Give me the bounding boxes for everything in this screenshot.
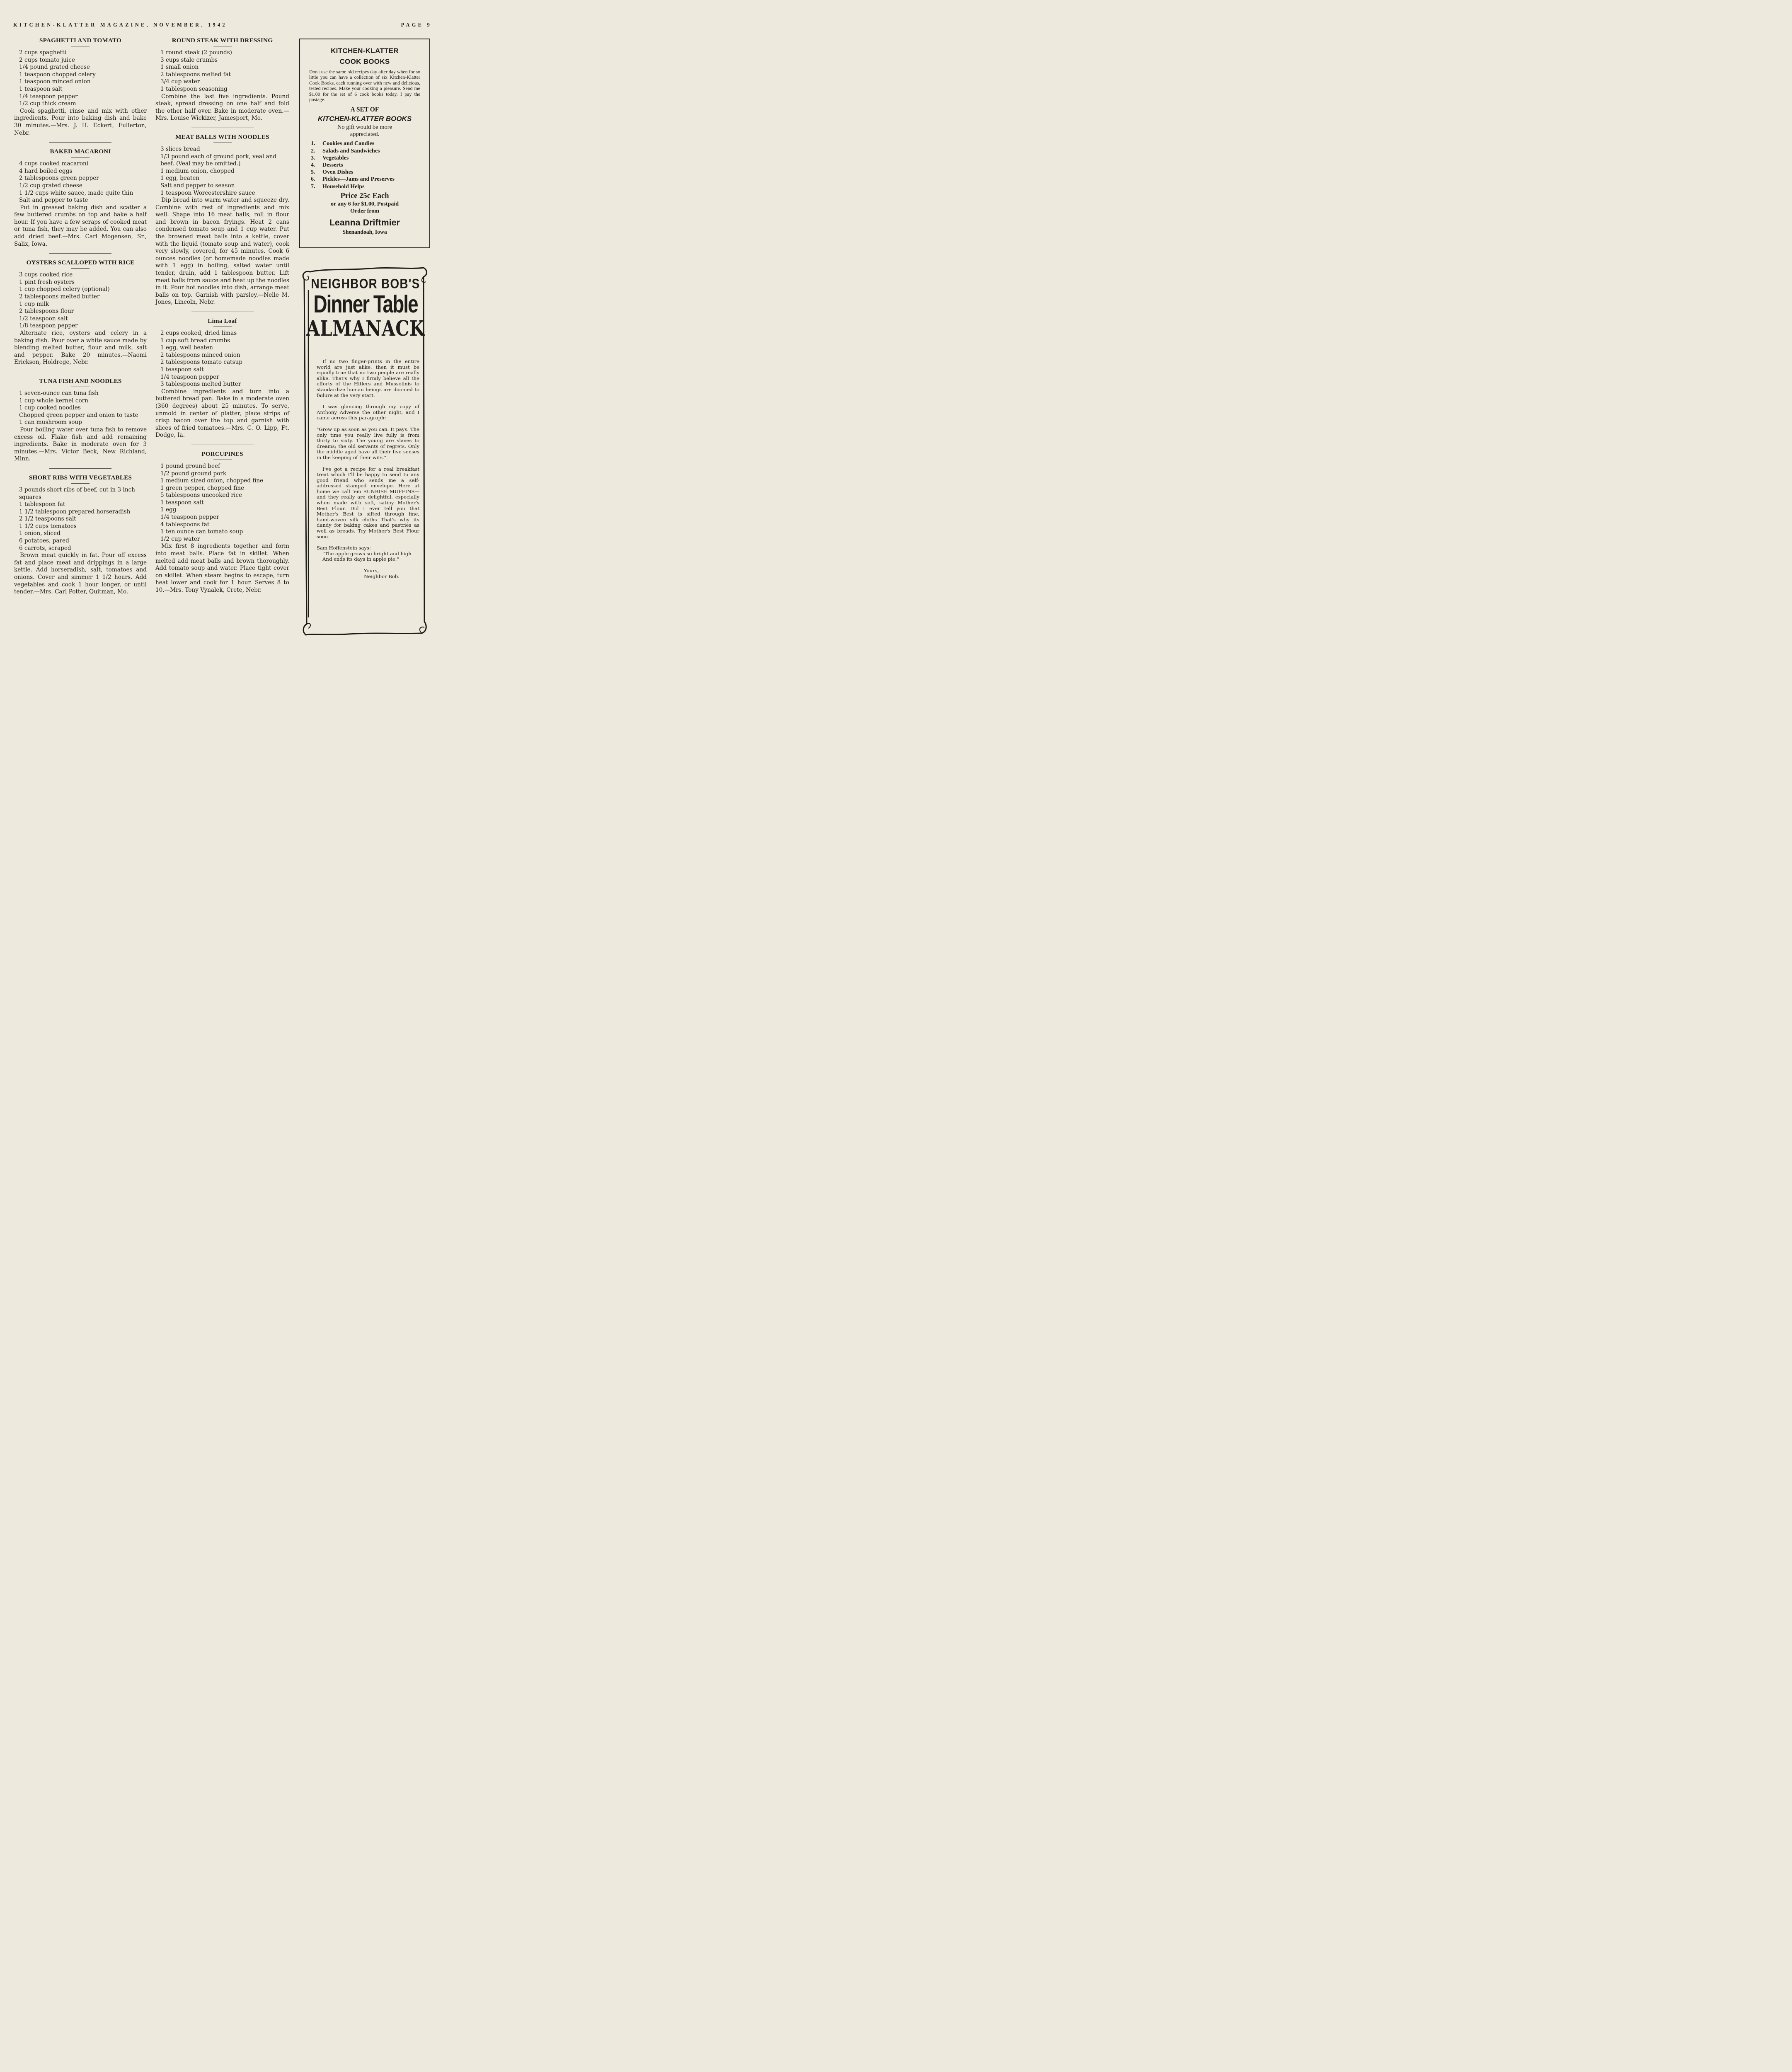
ingredient: 1 round steak (2 pounds) [160,49,232,56]
cookbook-number: 1. [311,140,315,147]
ingredient: 2 tablespoons flour [19,308,74,315]
ingredient: 3 cups cooked rice [19,271,73,278]
ingredient: 6 carrots, scraped [19,545,71,552]
cookbook-number: 2. [311,148,315,154]
title-rule [71,483,90,484]
recipe-method: Pour boiling water over tuna fish to remove excess oil. Flake fish and add remaining ingredients. Bake in moderate oven for 3 minutes.—Mrs. Victor Beck, New Richland, Minn. [14,426,147,462]
almanack-sign-1: Yours, [364,568,379,574]
ingredient: 1/3 pound each of ground pork, veal and beef. (Veal may be omitted.) [160,153,277,167]
ingredient: 1 green pepper, chopped fine [160,484,245,491]
cookbook-number: 4. [311,162,315,169]
recipe-title: PORCUPINES [201,450,243,457]
ingredient: 2 cups tomato juice [19,56,75,63]
ingredient: 1 teaspoon minced onion [19,78,91,85]
recipe-method: Combine the last five ingredients. Pound steak, spread dressing on one half and fold the other half over. Bake in moderate oven.—Mrs. Louise Wickizer, Jamesport, Mo. [155,93,289,122]
cookbook-list-item [311,169,429,176]
ingredient-list [155,463,289,543]
recipe [14,259,147,366]
ingredient: 1/4 teaspoon pepper [160,373,219,380]
ingredient: 1 tablespoon seasoning [160,85,228,92]
almanack-paragraph-4: I've got a recipe for a real breakfast treat which I'll be happy to send to any good friend who sends me a self-addressed stamped envelope. Here at home we call 'em SUNRISE MUFFINS—and they really are delightful, especially when made with soft, satiny Mother's Best Flour. Did I ever tell you that Mother's Best is sifted through fine, hand-woven silk cloths That's why its dandy for baking cakes and pastries as well as breads. Try Mother's Best Flour soon. [317,466,419,540]
magazine-title: KITCHEN-KLATTER MAGAZINE, NOVEMBER, 1942 [13,22,227,28]
ingredient-list [14,49,147,108]
recipe [14,377,147,463]
ad-books-heading: KITCHEN-KLATTER BOOKS [317,115,412,123]
ingredient: 1 1/2 cups tomatoes [19,523,77,530]
ingredient: 1 medium sized onion, chopped fine [160,477,264,484]
ingredient: 5 tablespoons uncooked rice [160,492,242,499]
recipe [14,36,147,137]
ingredient: 3 pounds short ribs of beef, cut in 3 inch squares [19,486,135,501]
ad-brand-line1: KITCHEN-KLATTER [331,47,399,55]
ingredient: 1/2 cup water [160,535,200,542]
ingredient: 1 egg, well beaten [160,344,213,351]
almanack-says: Sam Hoffenstein says: [317,545,371,551]
ingredient: 1 cup whole kernel corn [19,397,88,404]
cookbook-title: Household Helps [322,183,365,190]
ingredient: 1 egg [160,506,177,513]
ingredient: 1 teaspoon salt [160,366,204,373]
almanack-paragraph-2: I was glancing through my copy of Anthony Adverse the other night, and I came across this paragraph: [317,404,419,421]
ad-seller-name: Leanna Driftmier [329,218,400,228]
ingredient: 1/8 teaspoon pepper [19,322,78,329]
cookbook-number: 3. [311,155,315,161]
ad-seller-town: Shenandoah, Iowa [342,228,387,235]
ingredient: 1 seven-ounce can tuna fish [19,390,99,397]
cookbook-title: Pickles—Jams and Preserves [322,176,395,183]
ingredient: 2 tablespoons minced onion [160,351,240,358]
ingredient: 1 small onion [160,64,199,71]
almanack-paragraph-1: If no two finger-prints in the entire world are just alike, then it must be equally true that no two people are really alike. That's why I firmly believe all the efforts of the Hitlers and Mussolinis to standardize human beings are doomed to failure at the very start. [317,358,419,398]
cookbook-list-item [311,140,429,147]
almanack-sign-2: Neighbor Bob. [364,573,400,579]
ingredient: 1/4 teaspoon pepper [160,514,219,521]
ingredient-list [14,160,147,204]
ingredient: 1 cup soft bread crumbs [160,337,230,344]
recipe-title: SHORT RIBS WITH VEGETABLES [29,474,132,481]
ingredient: 1/2 pound ground pork [160,470,227,477]
ingredient: 1 pint fresh oysters [19,278,75,286]
ingredient: 1 1/2 cups white sauce, made quite thin [19,189,133,196]
ingredient: 2 cups cooked, dried limas [160,330,237,336]
ingredient: 1 egg, beaten [160,175,200,182]
cookbook-list-item [311,176,429,183]
recipe-column-2 [155,36,289,594]
recipe-title: Lima Loaf [208,318,237,324]
almanack-title-line3: ALMANACK [306,316,425,341]
ingredient: 1 onion, sliced [19,530,61,537]
ingredient-list [155,49,289,93]
recipe-method: Brown meat quickly in fat. Pour off excess fat and place meat and drippings in a large kettle. Add horseradish, salt, tomatoes and onions. Cover and simmer 1 1/2 hours. Add vegetables and cook 1 hour longer, or until tender.—Mrs. Carl Potter, Quitman, Mo. [14,552,147,595]
almanack-title-line2: Dinner Table [313,290,418,318]
ingredient: Salt and pepper to taste [19,197,88,204]
almanack-body [317,359,419,579]
ad-pitch: Don't use the same old recipes day after day when for so little you can have a collection of six Kitchen-Klatter Cook Books, each running over with new and delicious, tested recipes. Make your cooking a pleasure. Send me $1.00 for the set of 6 cook books today. I pay the postage. [309,69,420,103]
title-rule [71,268,90,269]
ingredient: 1/4 teaspoon pepper [19,93,78,100]
almanack-verse-2: And ends its days in apple pie." [322,556,399,562]
ingredient-list [14,487,147,552]
ingredient: 1 pound ground beef [160,462,220,470]
recipe [14,148,147,248]
recipe-method: Cook spaghetti, rinse and mix with other ingredients. Pour into baking dish and bake 30 minutes.—Mrs. J. H. Eckert, Fullerton, Nebr. [14,107,147,136]
recipe [14,474,147,596]
ad-bundle-offer: or any 6 for $1.00, Postpaid [331,201,399,207]
recipe [155,133,289,306]
ingredient: 1 medium onion, chopped [160,167,235,174]
cookbook-list [311,140,429,190]
recipe [155,317,289,439]
recipe-method: Put in greased baking dish and scatter a few buttered crumbs on top and bake a half hour. If you have a few scraps of cooked meat or tuna fish, they may be added. You can also add dried beef.—Mrs. Carl Mogensen, Sr., Salix, Iowa. [14,204,147,247]
ingredient: 4 tablespoons fat [160,521,210,528]
ingredient: 1/2 cup grated cheese [19,182,82,189]
ingredient: 3 cups stale crumbs [160,56,218,63]
recipe-title: ROUND STEAK WITH DRESSING [172,37,273,44]
recipe-title: TUNA FISH AND NOODLES [39,378,122,385]
recipe-method: Combine ingredients and turn into a buttered bread pan. Bake in a moderate oven (360 degrees) about 25 minutes. To serve, unmold in center of platter, place strips of crisp bacon over the top and garnish with slices of fried tomatoes.—Mrs. C. O. Lipp, Ft. Dodge, Ia. [155,388,289,439]
recipe-separator [49,468,111,469]
ingredient-list [155,330,289,388]
cookbook-list-item [311,155,429,162]
cookbooks-advertisement [299,39,430,248]
ingredient: Salt and pepper to season [160,182,235,189]
ingredient: 1 teaspoon chopped celery [19,71,96,78]
ingredient: 2 tablespoons green pepper [19,175,99,182]
ingredient: 1/2 cup thick cream [19,100,76,107]
ingredient: 1 1/2 tablespoon prepared horseradish [19,508,131,515]
ingredient: 4 cups cooked macaroni [19,160,89,167]
ingredient-list [14,271,147,330]
ingredient-list [14,390,147,426]
almanack-advertisement [299,265,432,638]
cookbook-number: 5. [311,169,315,176]
recipe-column-1 [14,36,147,596]
recipe-title: MEAT BALLS WITH NOODLES [175,133,269,140]
cookbook-list-item [311,148,429,155]
ad-gift-line: No gift would be more appreciated. [337,124,392,138]
ad-price: Price 25c Each [340,191,389,200]
cookbook-title: Desserts [322,162,343,169]
ingredient: 3 slices bread [160,145,200,152]
recipe-separator [49,142,111,143]
ingredient: 3 tablespoons melted butter [160,381,241,388]
ingredient: 1/4 pound grated cheese [19,64,90,71]
ingredient: 1/2 teaspoon salt [19,315,68,322]
ingredient: 1 cup milk [19,300,49,307]
cookbook-list-item [311,162,429,169]
page-header [13,22,432,29]
ingredient: Chopped green pepper and onion to taste [19,411,138,419]
ingredient: 2 tablespoons tomato catsup [160,359,242,366]
cookbook-title: Oven Dishes [322,169,354,176]
ingredient: 1 cup chopped celery (optional) [19,286,110,293]
cookbook-number: 6. [311,176,315,183]
recipe-separator [49,253,111,254]
ingredient: 3/4 cup water [160,78,200,85]
recipe-method: Dip bread into warm water and squeeze dry. Combine with rest of ingredients and mix well. Shape into 16 meat balls, roll in flour and brown in bacon fryings. Heat 2 cans condensed tomato soup and 1 cup water. Put the browned meat balls into a kettle, cover with the liquid (tomato soup and water), cook very slowly, covered, for 45 minutes. Cook 6 ounces noodles (or homemade noodles made with 1 egg) in boiling, salted water until tender, drain, add 1 tablespoon butter. Lift meat balls from sauce and heat up the noodles in it. Pour hot noodles into dish, arrange meat balls on top. Garnish with parsley.—Nelle M. Jones, Lincoln, Nebr. [155,197,289,306]
ingredient-list [155,146,289,197]
recipe-title: SPAGHETTI AND TOMATO [39,37,121,44]
ingredient: 2 tablespoons melted butter [19,293,100,300]
ingredient: 1 tablespoon fat [19,501,65,508]
recipe-method: Mix first 8 ingredients together and form into meat balls. Place fat in skillet. When melted add meat balls and brown thoroughly. Add tomato soup and water. Place tight cover on skillet. When steam begins to escape, turn heat lower and cook for 1 hour. Serves 8 to 10.—Mrs. Tony Vynalek, Crete, Nebr. [155,543,289,593]
ad-set-heading: A SET OF [350,106,379,114]
ingredient: 1 cup cooked noodles [19,404,81,411]
cookbook-title: Cookies and Candies [322,140,375,147]
cookbook-title: Salads and Sandwiches [322,148,380,154]
ingredient: 2 tablespoons melted fat [160,71,231,78]
cookbook-title: Vegetables [322,155,349,161]
cookbook-number: 7. [311,183,315,190]
ingredient: 1 teaspoon salt [19,85,63,92]
almanack-verse-1: "The apple grows so bright and high [322,550,412,557]
ingredient: 1 teaspoon salt [160,499,204,506]
recipe-method: Alternate rice, oysters and celery in a baking dish. Pour over a white sauce made by blending melted butter, flour and milk, salt and pepper. Bake 20 minutes.—Naomi Erickson, Holdrege, Nebr. [14,330,147,366]
recipe-title: OYSTERS SCALLOPED WITH RICE [26,259,135,266]
recipe [155,450,289,594]
ingredient: 6 potatoes, pared [19,537,69,545]
recipe [155,36,289,122]
cookbook-list-item [311,183,429,190]
almanack-quote: "Grow up as soon as you can. It pays. The only time you really live fully is from thirty to sixty. The young are slaves to dreams; the old servants of regrets. Only the middle aged have all their five senses in the keeping of their wits." [317,426,419,460]
ingredient: 2 cups spaghetti [19,49,66,56]
ad-brand-line2: COOK BOOKS [339,58,390,65]
almanack-title-line1: NEIGHBOR BOB'S [311,276,420,291]
ad-order-from: Order from [350,208,379,214]
ingredient: 4 hard boiled eggs [19,167,73,174]
ingredient: 1 ten ounce can tomato soup [160,528,243,535]
page-number: PAGE 9 [401,22,432,28]
ingredient: 1 teaspoon Worcestershire sauce [160,189,255,196]
ingredient: 2 1/2 teaspoons salt [19,516,76,523]
ingredient: 1 can mushroom soup [19,419,82,426]
recipe-title: BAKED MACARONI [50,148,111,155]
